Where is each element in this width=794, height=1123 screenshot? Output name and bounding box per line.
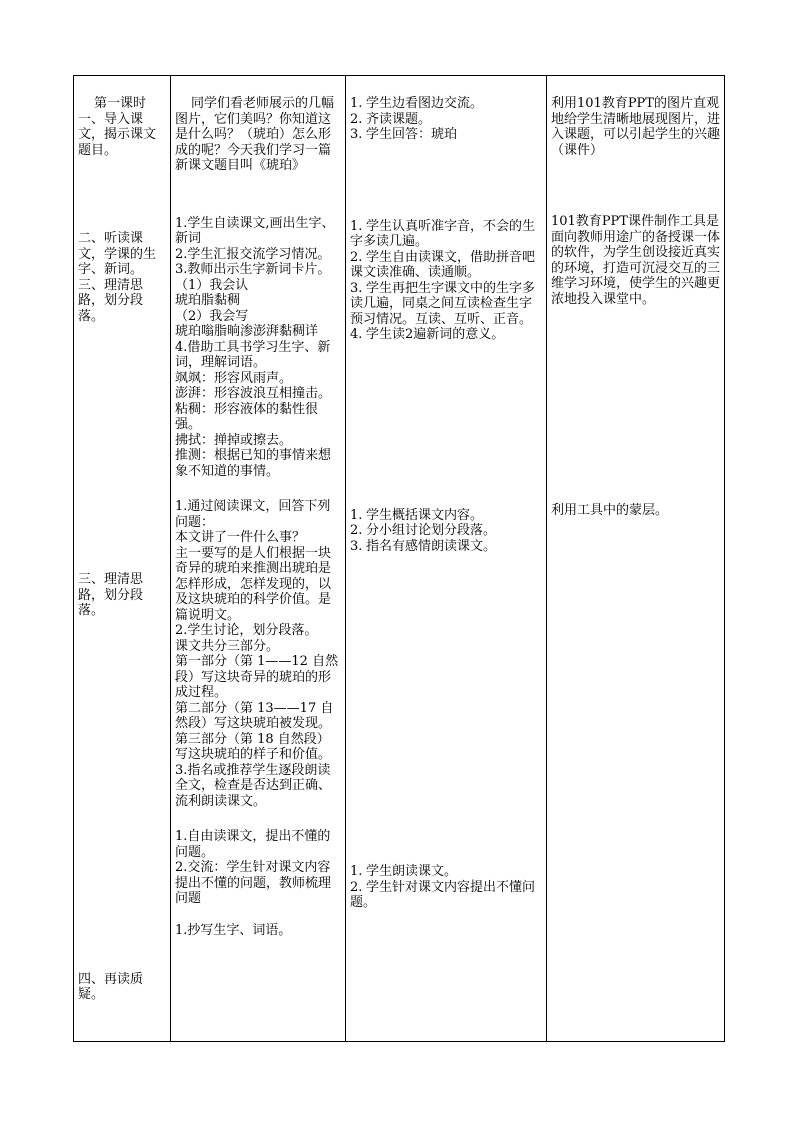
study-item: 琥珀脂黏稠 xyxy=(175,293,241,308)
analysis-item: 第二部分（第 13——17 自然段）写这块琥珀被发现。 xyxy=(175,700,334,731)
student-activity-item: 2. 齐读课题。 xyxy=(350,111,432,127)
steps-column xyxy=(74,76,171,1042)
study-item: 3.教师出示生字新词卡片。 xyxy=(175,262,331,277)
analysis-item: 第三部分（第 18 自然段）写这块琥珀的样子和价值。 xyxy=(175,731,332,762)
lesson-plan-table xyxy=(73,75,725,1042)
step-2-title: 二、听读课文，学课的生字、新词。 xyxy=(78,231,157,277)
vocab-definition: 粘稠：形容液体的黏性很强。 xyxy=(175,401,319,432)
step-4-title: 四、再读质疑。 xyxy=(78,971,144,1002)
vocab-definition: 拂拭：掸掉或擦去。 xyxy=(175,432,293,448)
design-note: 101教育PPT课件制作工具是面向教师用途广的备授课一体的软件，为学生创设接近真实的环境，打造可沉浸交互的三维学习环境，使学生的兴趣更浓地投入课堂中。 xyxy=(551,214,721,307)
student-activity-item: 3. 指名有感情朗读课文。 xyxy=(350,538,497,554)
student-activity-item: 3. 学生再把生字课文中的生字多读几遍，同桌之间互读检查生字预习情况。互读、互听、正音。 xyxy=(350,280,536,327)
analysis-item: 主一要写的是人们根据一块奇异的琥珀来推测出琥珀是怎样形成，怎样发现的，以及这块琥珀的科学价值。是篇说明文。 xyxy=(175,545,332,623)
study-item: （1）我会认 xyxy=(175,277,249,293)
student-activity-item: 1. 学生概括课文内容。 xyxy=(350,507,484,523)
teacher-activity-column xyxy=(171,76,346,1042)
analysis-item: 本文讲了一件什么事？ xyxy=(175,530,306,545)
question-item: 1.自由读课文，提出不懂的问题。 xyxy=(175,829,331,860)
vocab-definition: 澎湃：形容波浪互相撞击。 xyxy=(175,386,332,401)
study-item: （2）我会写 xyxy=(175,308,249,324)
student-activity-item: 2. 学生自由读课文，借助拼音吧课文读准确、读通顺。 xyxy=(350,249,536,280)
student-activity-item: 2. 学生针对课文内容提出不懂问题。 xyxy=(350,879,536,910)
student-activity-item: 3. 学生回答：琥珀 xyxy=(350,127,458,142)
student-activity-item: 1. 学生边看图边交流。 xyxy=(350,96,484,111)
study-item: 4.借助工具书学习生字、新词，理解词语。 xyxy=(175,339,331,370)
analysis-item: 2.学生讨论，划分段落。 xyxy=(175,623,318,638)
study-item: 琥珀嗡脂晌渗澎湃黏稠详 xyxy=(175,324,319,339)
step-3-title: 三、理清思路，划分段落。 xyxy=(78,277,144,324)
lesson-period-label: 第一课时 xyxy=(94,96,147,111)
question-item: 2.交流：学生针对课文内容提出不懂的问题，教师梳理问题 xyxy=(175,860,332,906)
student-activity-item: 1. 学生朗读课文。 xyxy=(350,864,458,879)
study-item: 1.学生自读课文,画出生字、新词 xyxy=(175,215,335,246)
analysis-item: 第一部分（第 1——12 自然段）写这块奇异的琥珀的形成过程。 xyxy=(175,654,339,700)
homework-item: 1.抄写生字、词语。 xyxy=(175,922,292,938)
student-activity-column xyxy=(346,76,547,1042)
student-activity-item: 1. 学生认真听准字音，不会的生字多读几遍。 xyxy=(350,218,536,249)
step-1-title: 一、导入课文，揭示课文题目。 xyxy=(78,111,157,158)
student-activity-item: 4. 学生读2遍新词的意义。 xyxy=(350,327,505,342)
analysis-item: 3.指名或推荐学生逐段朗读全文，检查是否达到正确、流利朗读课文。 xyxy=(175,762,332,809)
design-note: 利用101教育PPT的图片直观地给学生清晰地展现图片，进入课题，可以引起学生的兴趣（课件） xyxy=(551,96,721,158)
vocab-definition: 飒飒：形容风雨声。 xyxy=(175,370,293,386)
table-row xyxy=(74,76,725,1042)
step-3-title-repeat: 三、理清思路，划分段落。 xyxy=(78,572,144,618)
design-intent-column xyxy=(547,76,725,1042)
analysis-item: 课文共分三部分。 xyxy=(175,638,280,654)
vocab-definition: 推测：根据已知的事情来想象不知道的事情。 xyxy=(175,448,332,479)
analysis-item: 1.通过阅读课文，回答下列问题： xyxy=(175,499,331,530)
study-item: 2.学生汇报交流学习情况。 xyxy=(175,246,331,262)
intro-paragraph: 同学们看老师展示的几幅图片，它们美吗？你知道这是什么吗？（琥珀）怎么形成的呢？今天我们学习一篇新课文题目叫《琥珀》 xyxy=(175,96,335,173)
student-activity-item: 2. 分小组讨论划分段落。 xyxy=(350,523,497,538)
design-note: 利用工具中的蒙层。 xyxy=(551,503,669,518)
